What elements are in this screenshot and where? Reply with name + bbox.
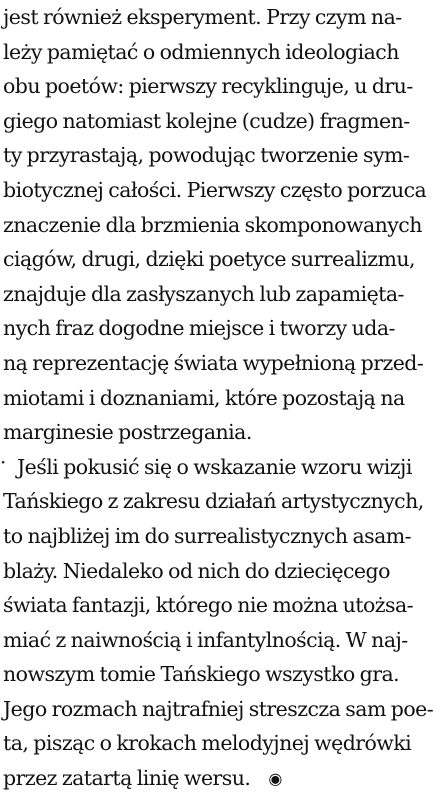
- text-line: znaczenie dla brzmienia skomponowanych: [3, 212, 422, 237]
- text-line: znajduje dla zasłyszanych lub zapamięta-: [3, 281, 404, 306]
- text-line: nowszym tomie Tańskiego wszystko gra.: [3, 662, 400, 687]
- text-line: giego natomiast kolejne (cudze) fragmen-: [3, 108, 410, 133]
- text-line: leży pamiętać o odmiennych ideologiach: [3, 39, 399, 64]
- text-line: miać z naiwnością i infantylnością. W naj-: [3, 627, 408, 652]
- text-line-content: przez zatartą linię wersu.: [3, 766, 251, 791]
- end-of-article-icon: ◉: [268, 769, 282, 789]
- paragraph-2: [0, 449, 434, 796]
- text-line: nych fraz dogodne miejsce i tworzy uda-: [3, 316, 395, 341]
- text-line: ną reprezentację świata wypełnioną przed-: [3, 350, 424, 375]
- paragraph-1: [3, 0, 431, 450]
- text-line: to najbliżej im do surrealistycznych asam-: [3, 523, 412, 548]
- text-line: ty przyrastają, powodując tworzenie sym-: [3, 143, 410, 168]
- text-line: Jeśli pokusić się o wskazanie wzoru wizji: [17, 454, 412, 479]
- text-line: biotycznej całości. Pierwszy często porzuca: [3, 177, 427, 202]
- text-line: Jego rozmach najtrafniej streszcza sam poe-: [3, 696, 434, 721]
- text-line: świata fantazji, którego nie można utożsa-: [3, 593, 414, 618]
- text-line: jest również eksperyment. Przy czym na-: [3, 5, 402, 29]
- paragraph-bullet-mark: ·: [0, 449, 7, 474]
- text-line: ciągów, drugi, dzięki poetyce surrealizmu,: [3, 247, 416, 272]
- text-line: miotami i doznaniami, które pozostają na: [3, 385, 405, 410]
- text-line: blaży. Niedaleko od nich do dziecięcego: [3, 558, 390, 583]
- text-line: marginesie postrzegania.: [3, 420, 252, 445]
- text-line: ta, pisząc o krokach melodyjnej wędrówki: [3, 731, 412, 756]
- text-line: obu poetów: pierwszy recyklinguje, u dru-: [3, 74, 413, 99]
- text-line: Tańskiego z zakresu działań artystycznych,: [3, 489, 424, 514]
- text-line-last: [3, 761, 431, 796]
